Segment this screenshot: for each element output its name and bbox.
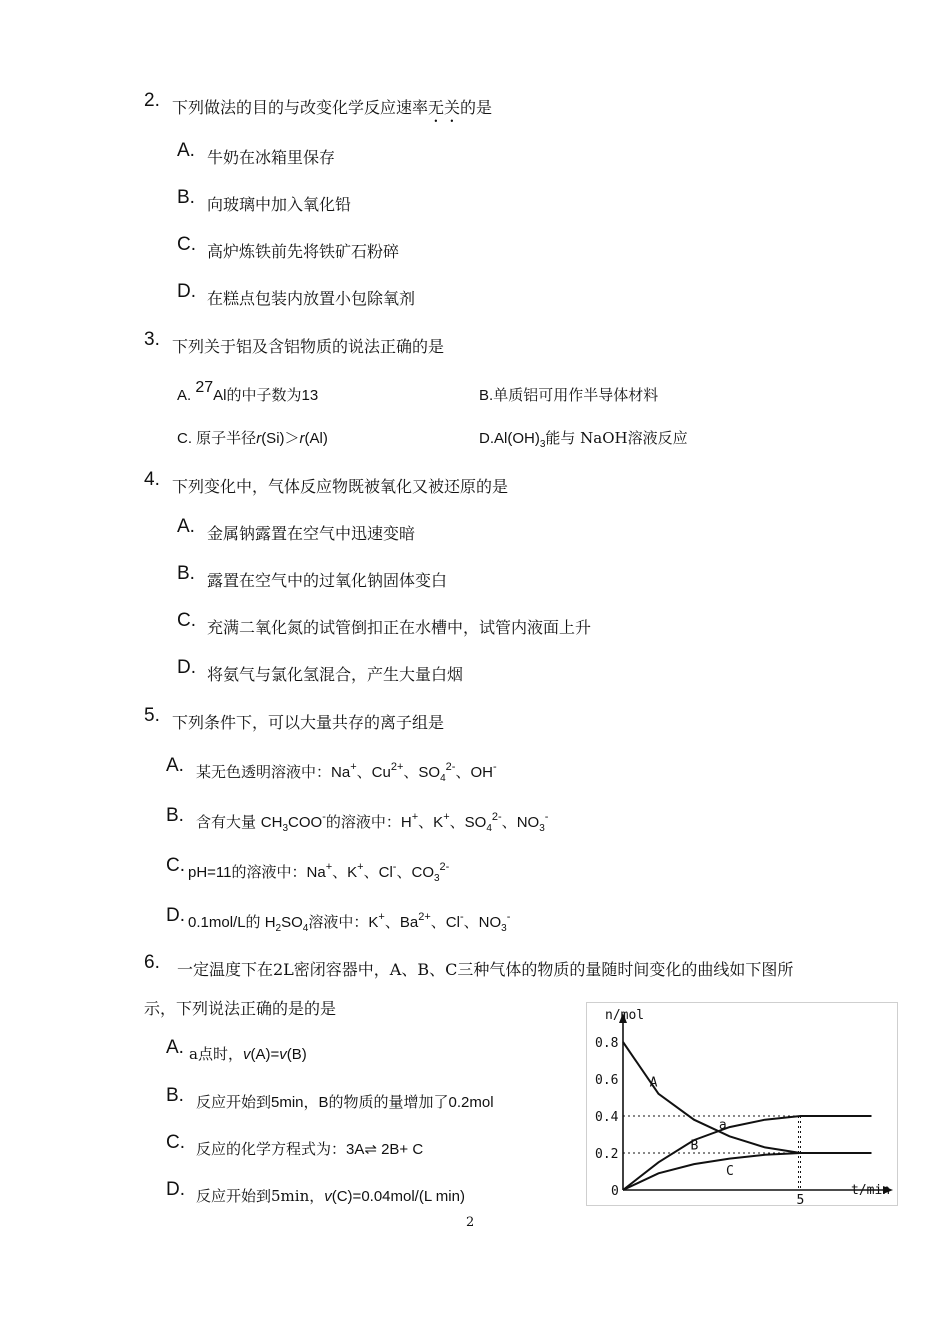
q6-option-d-text [196, 1185, 465, 1206]
q3-c-al: (Al) [304, 430, 328, 447]
q2-option-a-letter: A. [177, 140, 195, 161]
q5-number: 5. [144, 705, 160, 726]
q3-option-a [177, 379, 319, 405]
q3-a-element: Al [213, 387, 227, 404]
q3-c-r2: r [299, 430, 305, 447]
q4-stem: 下列变化中，气体反应物既被氧化又被还原的是 [172, 477, 509, 496]
q3-a-prefix: A. [177, 387, 196, 404]
q3-c-r1: r [256, 430, 262, 447]
q4-option-c-text: 充满二氧化氮的试管倒扣正在水槽中，试管内液面上升 [207, 618, 592, 637]
q5-c-text: pH=11的溶液中： [188, 864, 307, 881]
q5-option-d-text: 0.1mol/L的 $H_2SO_4$溶液中：K+、$Ba^{2+}$、Cl-、$NO_3^-$ [188, 911, 511, 934]
q6-stem-line1: 一定温度下在2L密闭容器中，A、B、C三种气体的物质的量随时间变化的曲线如下图所 [177, 960, 794, 979]
q6-option-b-letter: B. [166, 1085, 184, 1106]
q3-stem: 下列关于铝及含铝物质的说法正确的是 [172, 337, 445, 356]
q5-option-d-letter: D. [166, 905, 185, 926]
q3-a-mass-number: 27 [195, 379, 214, 396]
q4-option-b-letter: B. [177, 563, 195, 584]
point-a-label: a [718, 1117, 727, 1133]
q5-option-c-text: pH=11的溶液中：Na+、K+、Cl-、$CO_3^{2-}$ [188, 861, 450, 884]
q4-option-b-text: 露置在空气中的过氧化钠固体变白 [207, 571, 448, 590]
q2-option-b-text: 向玻璃中加入氧化铅 [207, 195, 352, 214]
q3-number: 3. [144, 329, 160, 350]
q3-d-prefix: D.Al(OH) [479, 430, 540, 447]
q6-d-text: 反应开始到5min， [196, 1187, 325, 1205]
q6-option-b-text: 反应开始到5min，B的物质的量增加了0.2mol [196, 1094, 494, 1111]
q3-c-text: 原子半径 [196, 429, 257, 447]
series-C-line [623, 1153, 872, 1190]
q6-option-d-letter: D. [166, 1179, 185, 1200]
q4-number: 4. [144, 469, 160, 490]
q3-d-text: 能与 NaOH溶液反应 [545, 429, 688, 447]
series-A-line [623, 1042, 872, 1153]
y-axis-label: n/mol [605, 1008, 645, 1023]
q5-a-text: 某无色透明溶液中： [196, 763, 332, 781]
q4-option-a-letter: A. [177, 516, 195, 537]
q6-a-v2b: (B) [286, 1046, 307, 1063]
q6-a-v1b: (A)= [250, 1046, 280, 1063]
q2-stem-text: 下列做法的目的与改变化学反应速率 [172, 98, 429, 117]
q5-b-text: 含有大量 [196, 813, 261, 831]
page-number: 2 [466, 1215, 475, 1230]
y-tick-label: 0.2 [595, 1147, 619, 1162]
q3-option-c [177, 427, 328, 448]
series-C-label: C [725, 1164, 734, 1180]
q6-a-text: a点时， [189, 1045, 243, 1063]
q2-option-c-letter: C. [177, 234, 196, 255]
q4-option-a-text: 金属钠露置在空气中迅速变暗 [207, 524, 416, 543]
q4-option-c-letter: C. [177, 610, 196, 631]
q4-option-d-letter: D. [177, 657, 196, 678]
q5-b-text2: 的溶液中： [325, 813, 401, 831]
q6-d-v: v [324, 1188, 332, 1205]
y-tick-label: 0.4 [595, 1110, 619, 1125]
q6-d-tail: (C)=0.04mol/(L min) [331, 1188, 465, 1205]
q4-option-d-text: 将氨气与氯化氢混合，产生大量白烟 [207, 665, 464, 684]
q2-option-c-text: 高炉炼铁前先将铁矿石粉碎 [207, 242, 400, 261]
q2-option-d-letter: D. [177, 281, 196, 302]
origin-label: 0 [611, 1184, 619, 1199]
series-A-label: A [649, 1075, 658, 1091]
q6-option-a-text [189, 1043, 307, 1064]
q2-stem-tail: 的是 [460, 98, 493, 117]
q3-b-text: 单质铝可用作半导体材料 [493, 386, 659, 404]
amount-time-chart [587, 1003, 897, 1205]
q2-stem [172, 95, 492, 126]
q6-option-c-letter: C. [166, 1132, 185, 1153]
q6-option-a-letter: A. [166, 1037, 184, 1058]
q2-option-d-text: 在糕点包装内放置小包除氧剂 [207, 289, 416, 308]
q6-number: 6. [144, 952, 160, 973]
q3-option-b [479, 384, 658, 405]
q3-option-d [479, 427, 688, 448]
series-B-label: B [690, 1138, 699, 1154]
q3-b-prefix: B. [479, 387, 494, 404]
q5-d-text: 0.1mol/L的 [188, 914, 265, 931]
q3-c-prefix: C. [177, 430, 197, 447]
q5-option-a-letter: A. [166, 755, 184, 776]
y-tick-label: 0.6 [595, 1073, 619, 1088]
x-tick-label: 5 [796, 1193, 805, 1205]
q6-stem-line2: 示，下列说法正确的是的是 [144, 999, 337, 1018]
q3-a-text: 的中子数为 [226, 386, 302, 404]
q2-option-a-text: 牛奶在冰箱里保存 [207, 148, 336, 167]
q5-stem: 下列条件下，可以大量共存的离子组是 [172, 713, 445, 732]
q6-a-v2: v [279, 1046, 287, 1063]
q3-a-value: 13 [301, 387, 319, 404]
q2-option-b-letter: B. [177, 187, 195, 208]
q6-option-c-text: 反应的化学方程式为：3A⇌ 2B+ C [196, 1141, 424, 1158]
q5-option-b-letter: B. [166, 805, 184, 826]
q5-option-b-text: 含有大量 $CH_3COO^-$的溶液中：H+、K+、$SO_4^{2-}$、$NO_3^-$ [196, 811, 549, 834]
q5-d-text2: 溶液中： [308, 913, 369, 931]
q5-option-a-text: 某无色透明溶液中：Na+、$Cu^{2+}$、$SO_4^{2-}$、OH- [196, 761, 497, 784]
q3-c-si: (Si)＞ [261, 430, 300, 447]
x-axis-label: t/min [851, 1183, 891, 1198]
q3-d-sub: 3 [539, 439, 546, 450]
q6-a-v1: v [242, 1046, 251, 1063]
q6-figure [586, 1002, 898, 1206]
q2-number: 2. [144, 90, 160, 111]
q5-option-c-letter: C. [166, 855, 185, 876]
y-tick-label: 0.8 [595, 1036, 619, 1051]
q2-stem-emphasis: 无关 [428, 98, 461, 117]
